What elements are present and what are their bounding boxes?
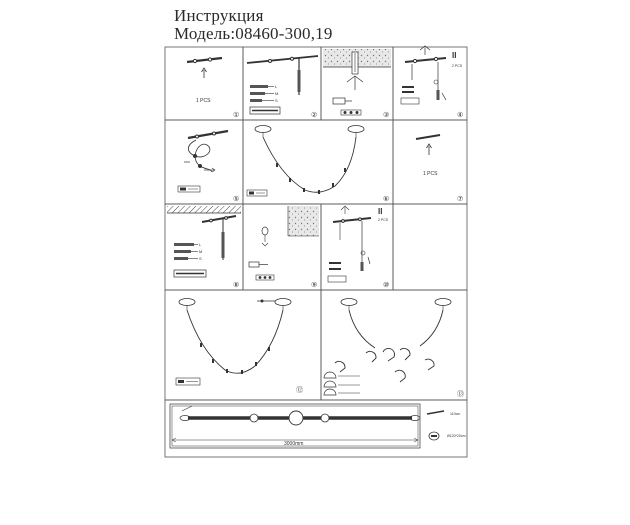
panel-2-content [247,56,318,114]
step-12: ⑫ [296,387,303,394]
panel-5-content [178,131,228,192]
panel-13 [321,290,467,400]
pcs-2-label: 2 PCS [452,64,463,68]
step-7: ⑦ [457,196,464,203]
rod-size: 110cm [450,412,461,416]
step-10: ⑩ [383,282,390,289]
panel-10 [321,204,393,290]
panel-9-content [249,206,319,280]
step-13: ⑬ [457,391,464,398]
step-5: ⑤ [233,196,240,203]
panel-13-content [324,299,451,396]
pcs-2-label-b: 2 PCS [378,218,389,222]
size-s-b: S [199,256,202,261]
panel-1-content [187,58,222,104]
panel-5 [165,120,243,204]
size-m-b: M [199,249,203,254]
panel-7-content [416,135,440,177]
step-2: ② [311,112,318,119]
panel-10-content [328,206,389,282]
step-8: ⑧ [233,282,240,289]
panel-11 [393,204,467,290]
panel-3-content [323,49,391,115]
model-number: Модель:08460-300,19 [174,24,333,43]
pcs-label-b: 1 PCS [423,171,438,177]
step-6: ⑥ [383,196,390,203]
document-title: Инструкция [174,6,264,25]
panel-12-content [176,299,291,386]
panel-8-content [167,206,241,277]
size-s: S [275,98,278,103]
panel-4-content [401,46,463,104]
panel-14-content [170,404,466,448]
canopy-size: Ø120*20cm [447,434,466,438]
size-l-b: L [199,242,202,247]
panel-14 [165,400,467,457]
pcs-label: 1 PCS [196,98,211,104]
length-label: 3000mm [284,441,304,447]
step-3: ③ [383,112,390,119]
svg-text:II: II [452,51,457,60]
panel-12 [165,290,321,400]
size-m: M [275,91,279,96]
size-l: L [275,84,278,89]
panel-6-content [247,126,364,197]
step-1: ① [233,112,240,119]
step-9: ⑨ [311,282,318,289]
panel-7 [393,120,467,204]
panel-2 [243,47,321,120]
svg-text:II: II [378,207,383,216]
step-4: ④ [457,112,464,119]
panel-1 [165,47,243,120]
